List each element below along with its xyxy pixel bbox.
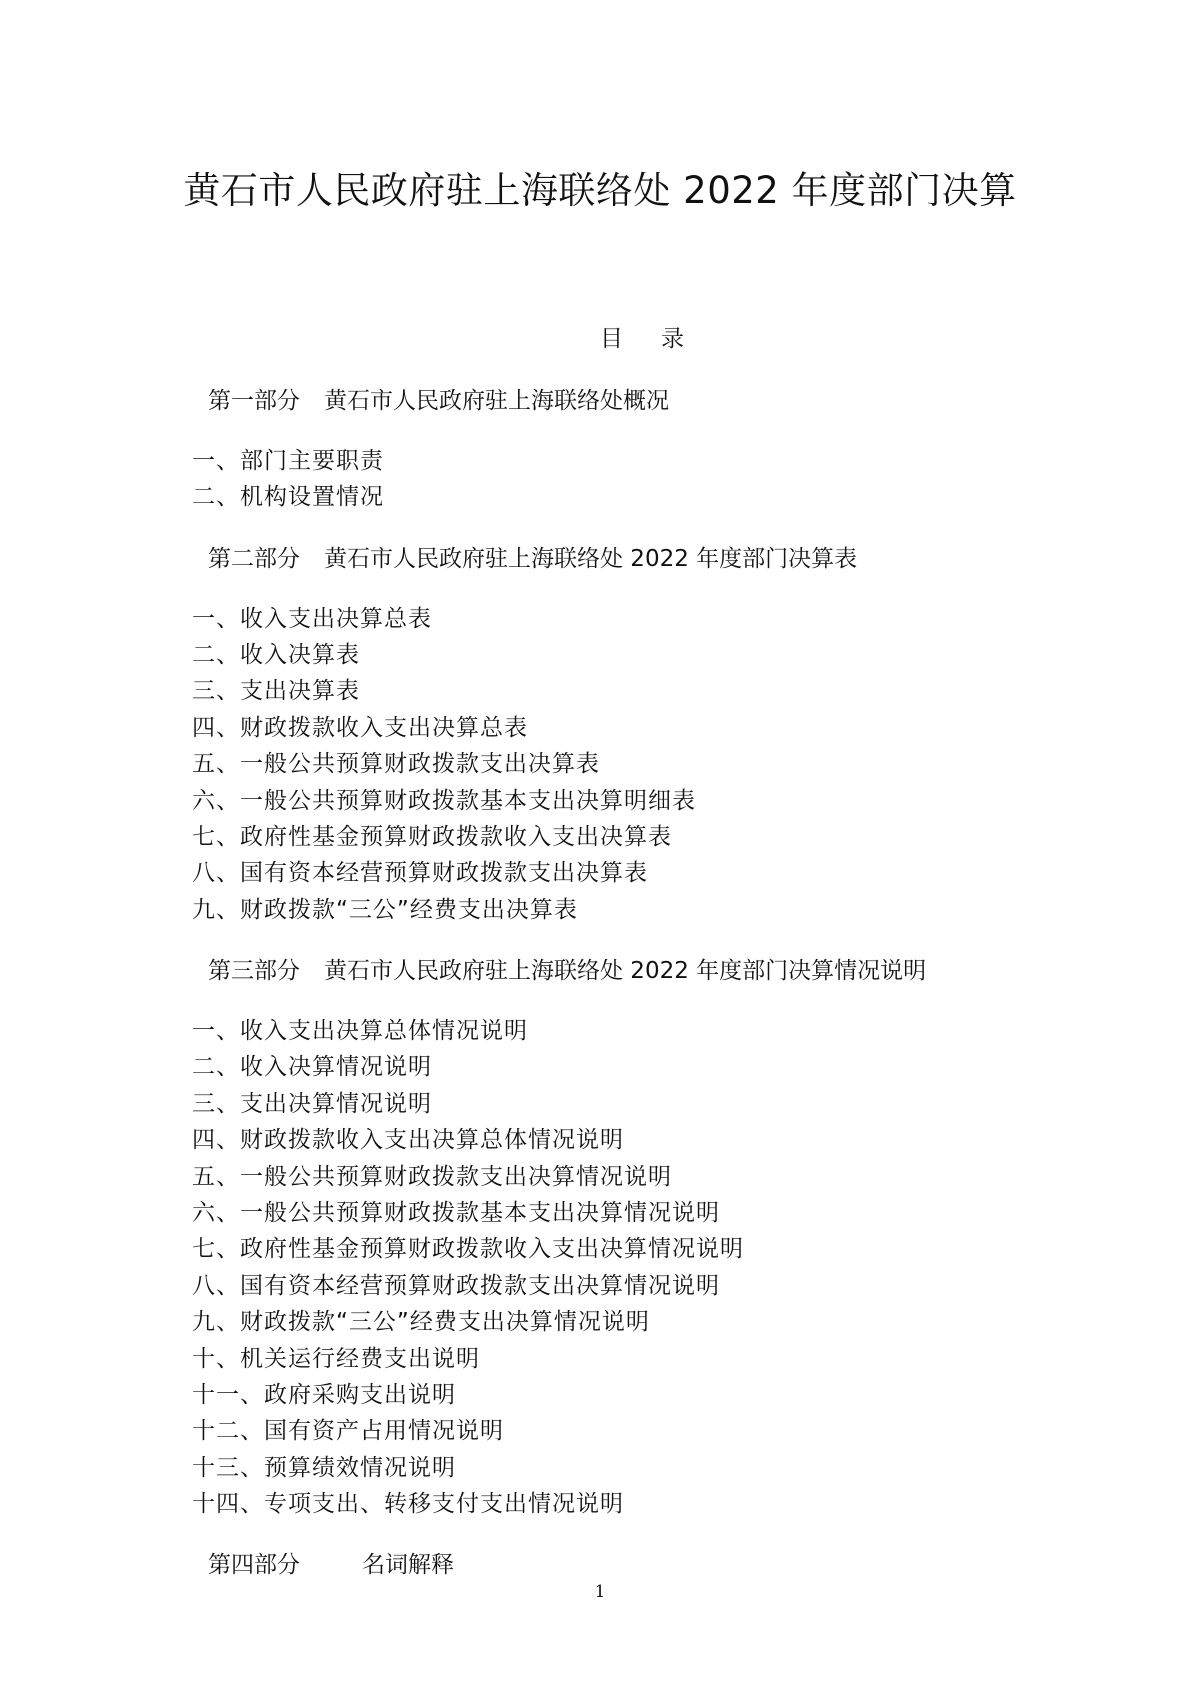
part-title: 黄石市人民政府驻上海联络处 2022 年度部门决算表 <box>324 546 858 572</box>
part-heading <box>208 382 669 415</box>
toc-item: 三、支出决算表 <box>192 678 360 704</box>
part-heading <box>208 1546 454 1579</box>
part-label: 第四部分 <box>208 1552 300 1578</box>
toc-item: 十三、预算绩效情况说明 <box>192 1455 456 1481</box>
toc-item: 三、支出决算情况说明 <box>192 1091 432 1117</box>
toc-item: 二、收入决算情况说明 <box>192 1054 432 1080</box>
page-number: 1 <box>594 1582 606 1602</box>
toc-item: 二、收入决算表 <box>192 642 360 668</box>
part-title: 名词解释 <box>362 1552 454 1578</box>
toc-item: 八、国有资本经营预算财政拨款支出决算表 <box>192 860 648 886</box>
part-heading <box>208 952 926 985</box>
toc-item: 四、财政拨款收入支出决算总表 <box>192 715 528 741</box>
toc-item: 五、一般公共预算财政拨款支出决算情况说明 <box>192 1164 672 1190</box>
toc-item: 二、机构设置情况 <box>192 484 384 510</box>
toc-item: 九、财政拨款“三公”经费支出决算情况说明 <box>192 1309 650 1335</box>
toc-item: 一、部门主要职责 <box>192 448 384 474</box>
part-label: 第二部分 <box>208 546 300 572</box>
toc-item: 十四、专项支出、转移支付支出情况说明 <box>192 1491 624 1517</box>
toc-item: 十一、政府采购支出说明 <box>192 1382 456 1408</box>
toc-item: 八、国有资本经营预算财政拨款支出决算情况说明 <box>192 1273 720 1299</box>
document-title: 黄石市人民政府驻上海联络处 2022 年度部门决算 <box>183 169 1017 212</box>
part-heading <box>208 540 857 573</box>
toc-item: 六、一般公共预算财政拨款基本支出决算明细表 <box>192 788 696 814</box>
toc-item: 四、财政拨款收入支出决算总体情况说明 <box>192 1127 624 1153</box>
toc-item: 六、一般公共预算财政拨款基本支出决算情况说明 <box>192 1200 720 1226</box>
toc-item: 一、收入支出决算总体情况说明 <box>192 1018 528 1044</box>
toc-item: 一、收入支出决算总表 <box>192 606 432 632</box>
part-title: 黄石市人民政府驻上海联络处概况 <box>324 388 669 414</box>
toc-item: 十、机关运行经费支出说明 <box>192 1346 480 1372</box>
toc-item: 九、财政拨款“三公”经费支出决算表 <box>192 897 578 923</box>
toc-item: 五、一般公共预算财政拨款支出决算表 <box>192 751 600 777</box>
part-title: 黄石市人民政府驻上海联络处 2022 年度部门决算情况说明 <box>324 958 927 984</box>
toc-item: 七、政府性基金预算财政拨款收入支出决算表 <box>192 824 672 850</box>
part-label: 第三部分 <box>208 958 300 984</box>
toc-heading: 目录 <box>600 326 722 352</box>
toc-item: 十二、国有资产占用情况说明 <box>192 1418 504 1444</box>
toc-item: 七、政府性基金预算财政拨款收入支出决算情况说明 <box>192 1236 744 1262</box>
part-label: 第一部分 <box>208 388 300 414</box>
